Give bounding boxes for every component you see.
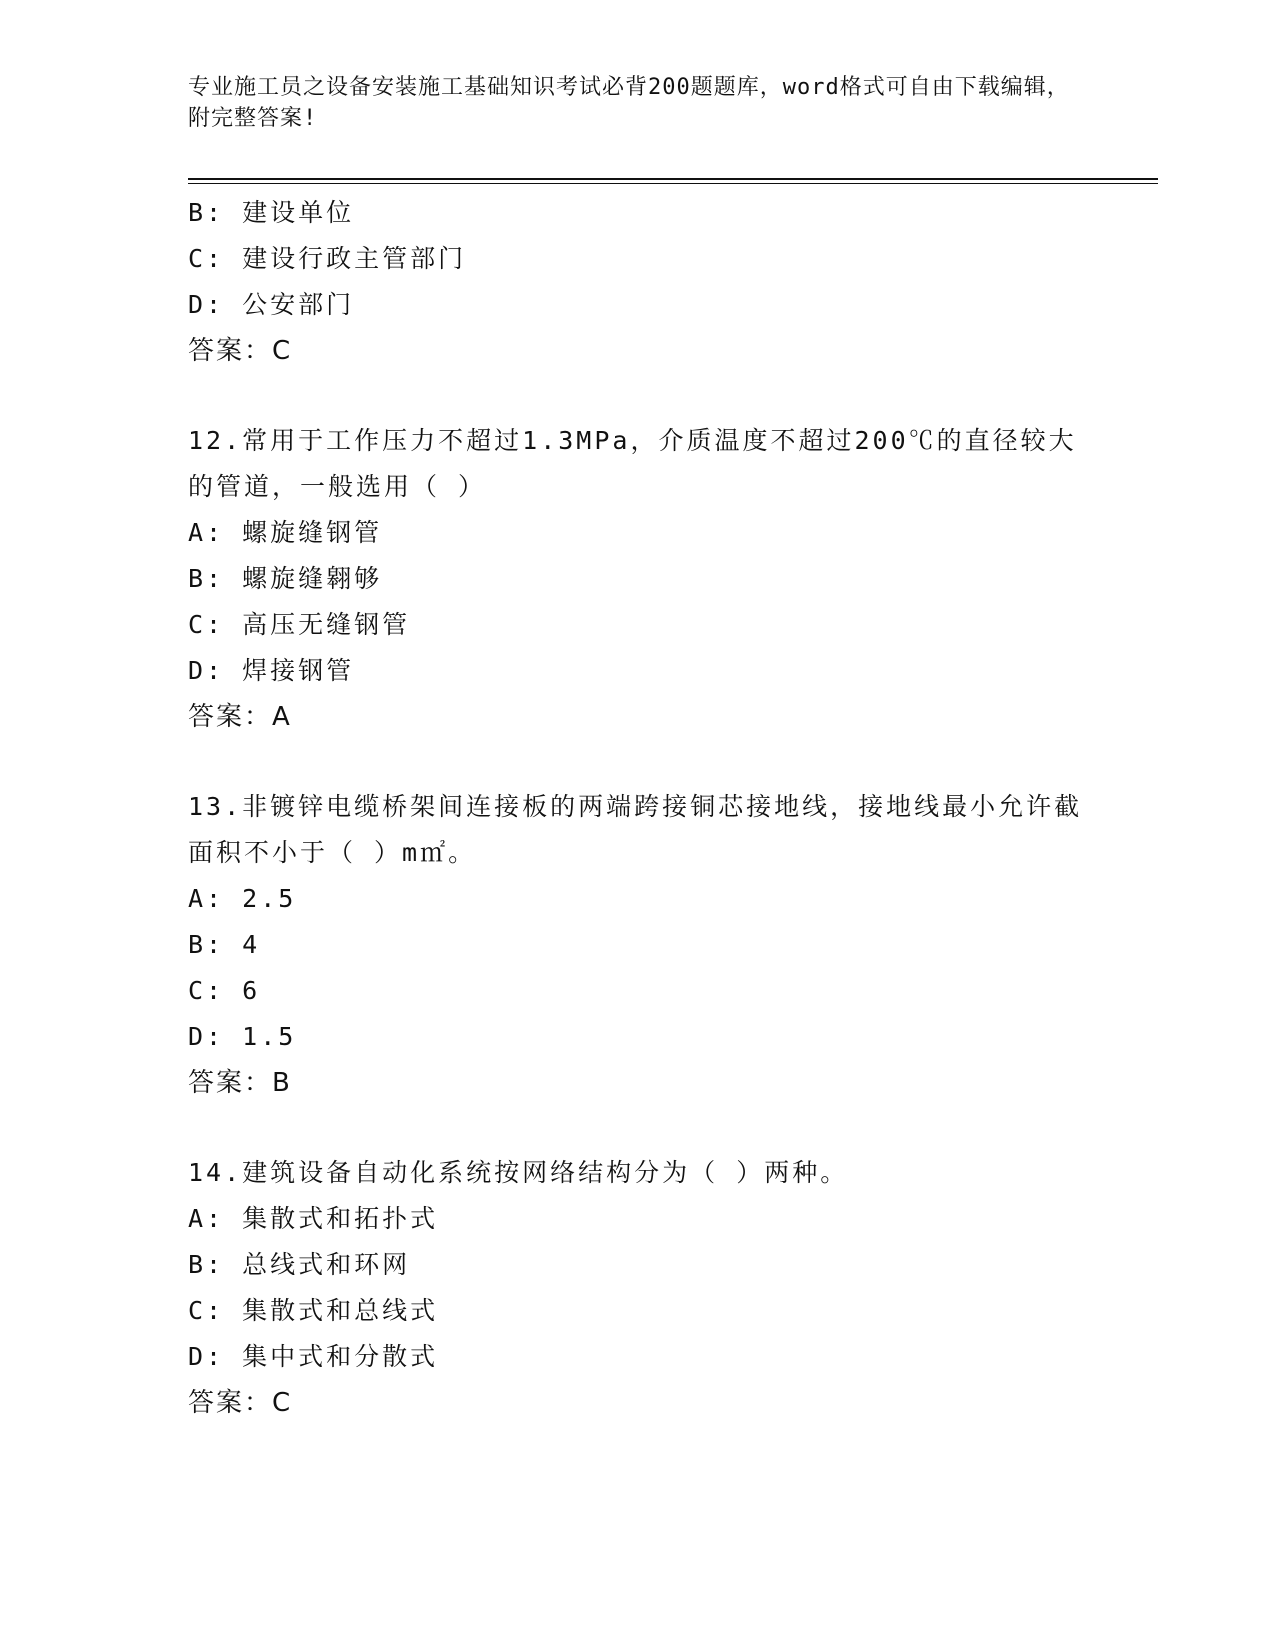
question-13 — [188, 784, 1088, 1106]
option-b: B: 4 — [188, 930, 261, 959]
header-divider-thin — [188, 183, 1158, 184]
option-b: B: 总线式和环网 — [188, 1250, 411, 1279]
option-d: D: 焊接钢管 — [188, 656, 355, 685]
question-text: 12.常用于工作压力不超过1.3MPa，介质温度不超过200℃的直径较大的管道，一般选用（ ） — [188, 426, 1077, 501]
question-list — [188, 190, 1088, 1426]
question-text: 14.建筑设备自动化系统按网络结构分为（ ）两种。 — [188, 1158, 849, 1187]
document-title: 专业施工员之设备安装施工基础知识考试必背200题题库，word格式可自由下载编辑，附完整答案! — [188, 75, 1070, 131]
option-d: D: 公安部门 — [188, 290, 355, 319]
header-divider-thick — [188, 178, 1158, 180]
answer-label: 答案：C — [188, 1388, 293, 1418]
answer-label: 答案：C — [188, 336, 293, 366]
document-header — [188, 72, 1088, 134]
question-14 — [188, 1150, 1088, 1426]
question-11-continued — [188, 190, 1088, 374]
option-c: C: 建设行政主管部门 — [188, 244, 467, 273]
answer-label: 答案：B — [188, 1068, 292, 1098]
question-text: 13.非镀锌电缆桥架间连接板的两端跨接铜芯接地线，接地线最小允许截面积不小于（ ）m㎡。 — [188, 792, 1083, 867]
option-d: D: 1.5 — [188, 1022, 297, 1051]
answer-label: 答案：A — [188, 702, 292, 732]
option-d: D: 集中式和分散式 — [188, 1342, 439, 1371]
option-a: A: 2.5 — [188, 884, 297, 913]
option-c: C: 集散式和总线式 — [188, 1296, 439, 1325]
option-a: A: 螺旋缝钢管 — [188, 518, 383, 547]
option-b: B: 建设单位 — [188, 198, 355, 227]
option-c: C: 6 — [188, 976, 261, 1005]
option-c: C: 高压无缝钢管 — [188, 610, 411, 639]
option-a: A: 集散式和拓扑式 — [188, 1204, 439, 1233]
question-12 — [188, 418, 1088, 740]
option-b: B: 螺旋缝翱够 — [188, 564, 383, 593]
